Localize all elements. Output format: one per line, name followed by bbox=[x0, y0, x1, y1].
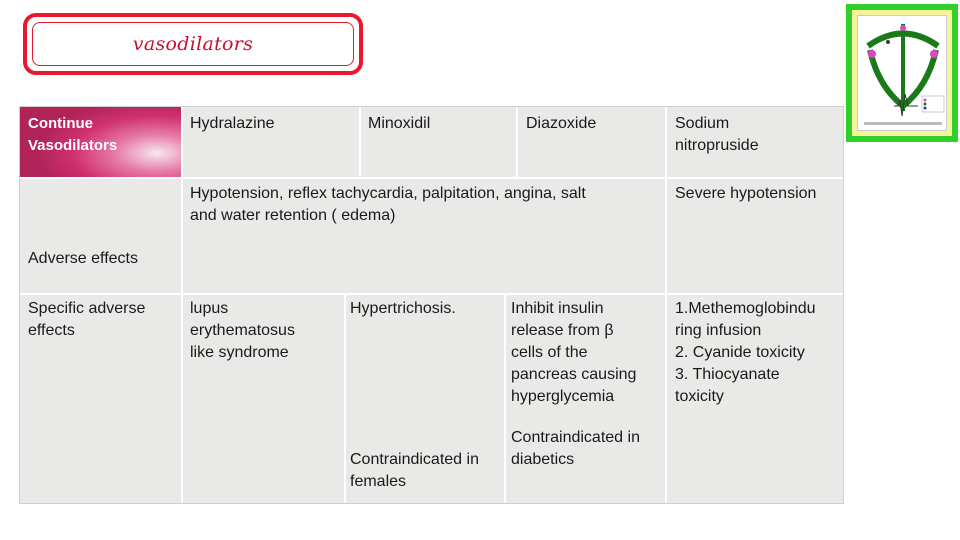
specific-hydralazine: lupus erythematosus like syndrome bbox=[190, 300, 295, 361]
corner-label: Continue Vasodilators bbox=[28, 115, 118, 154]
header-sodium-nitropruside: Sodium nitropruside bbox=[675, 115, 759, 154]
specific-diazoxide: Inhibit insulin release from β cells of the pancreas causing hyperglycemia bbox=[511, 300, 637, 405]
vasodilators-table bbox=[19, 106, 844, 504]
row-divider bbox=[20, 177, 843, 179]
logo-image bbox=[857, 15, 947, 131]
heart-diagram-icon bbox=[858, 16, 948, 132]
adverse-effects-label: Adverse effects bbox=[28, 250, 138, 267]
header-diazoxide: Diazoxide bbox=[526, 115, 597, 132]
specific-effects-label: Specific adverse effects bbox=[28, 300, 146, 339]
col-divider bbox=[359, 107, 361, 178]
minoxidil-contraindication: Contraindicated in females bbox=[350, 451, 479, 490]
diazoxide-contraindication: Contraindicated in diabetics bbox=[511, 429, 640, 468]
heart-logo bbox=[846, 4, 958, 142]
slide-title: vasodilators bbox=[132, 33, 254, 55]
specific-sodium-nitropruside: 1.Methemoglobindu ring infusion 2. Cyanide toxicity 3. Thiocyanate toxicity bbox=[675, 300, 816, 405]
col-divider bbox=[516, 107, 518, 178]
row-divider bbox=[20, 293, 843, 295]
specific-minoxidil: Hypertrichosis. bbox=[350, 300, 456, 317]
col-divider bbox=[181, 107, 183, 503]
header-minoxidil: Minoxidil bbox=[368, 115, 431, 132]
header-hydralazine: Hydralazine bbox=[190, 115, 275, 132]
adverse-common-text: Hypotension, reflex tachycardia, palpitation, angina, salt and water retention ( edema) bbox=[190, 185, 586, 224]
col-divider bbox=[504, 293, 506, 503]
slide-title-box bbox=[24, 14, 362, 74]
col-divider bbox=[665, 107, 667, 503]
adverse-sodium-text: Severe hypotension bbox=[675, 185, 817, 202]
col-divider bbox=[344, 293, 346, 503]
